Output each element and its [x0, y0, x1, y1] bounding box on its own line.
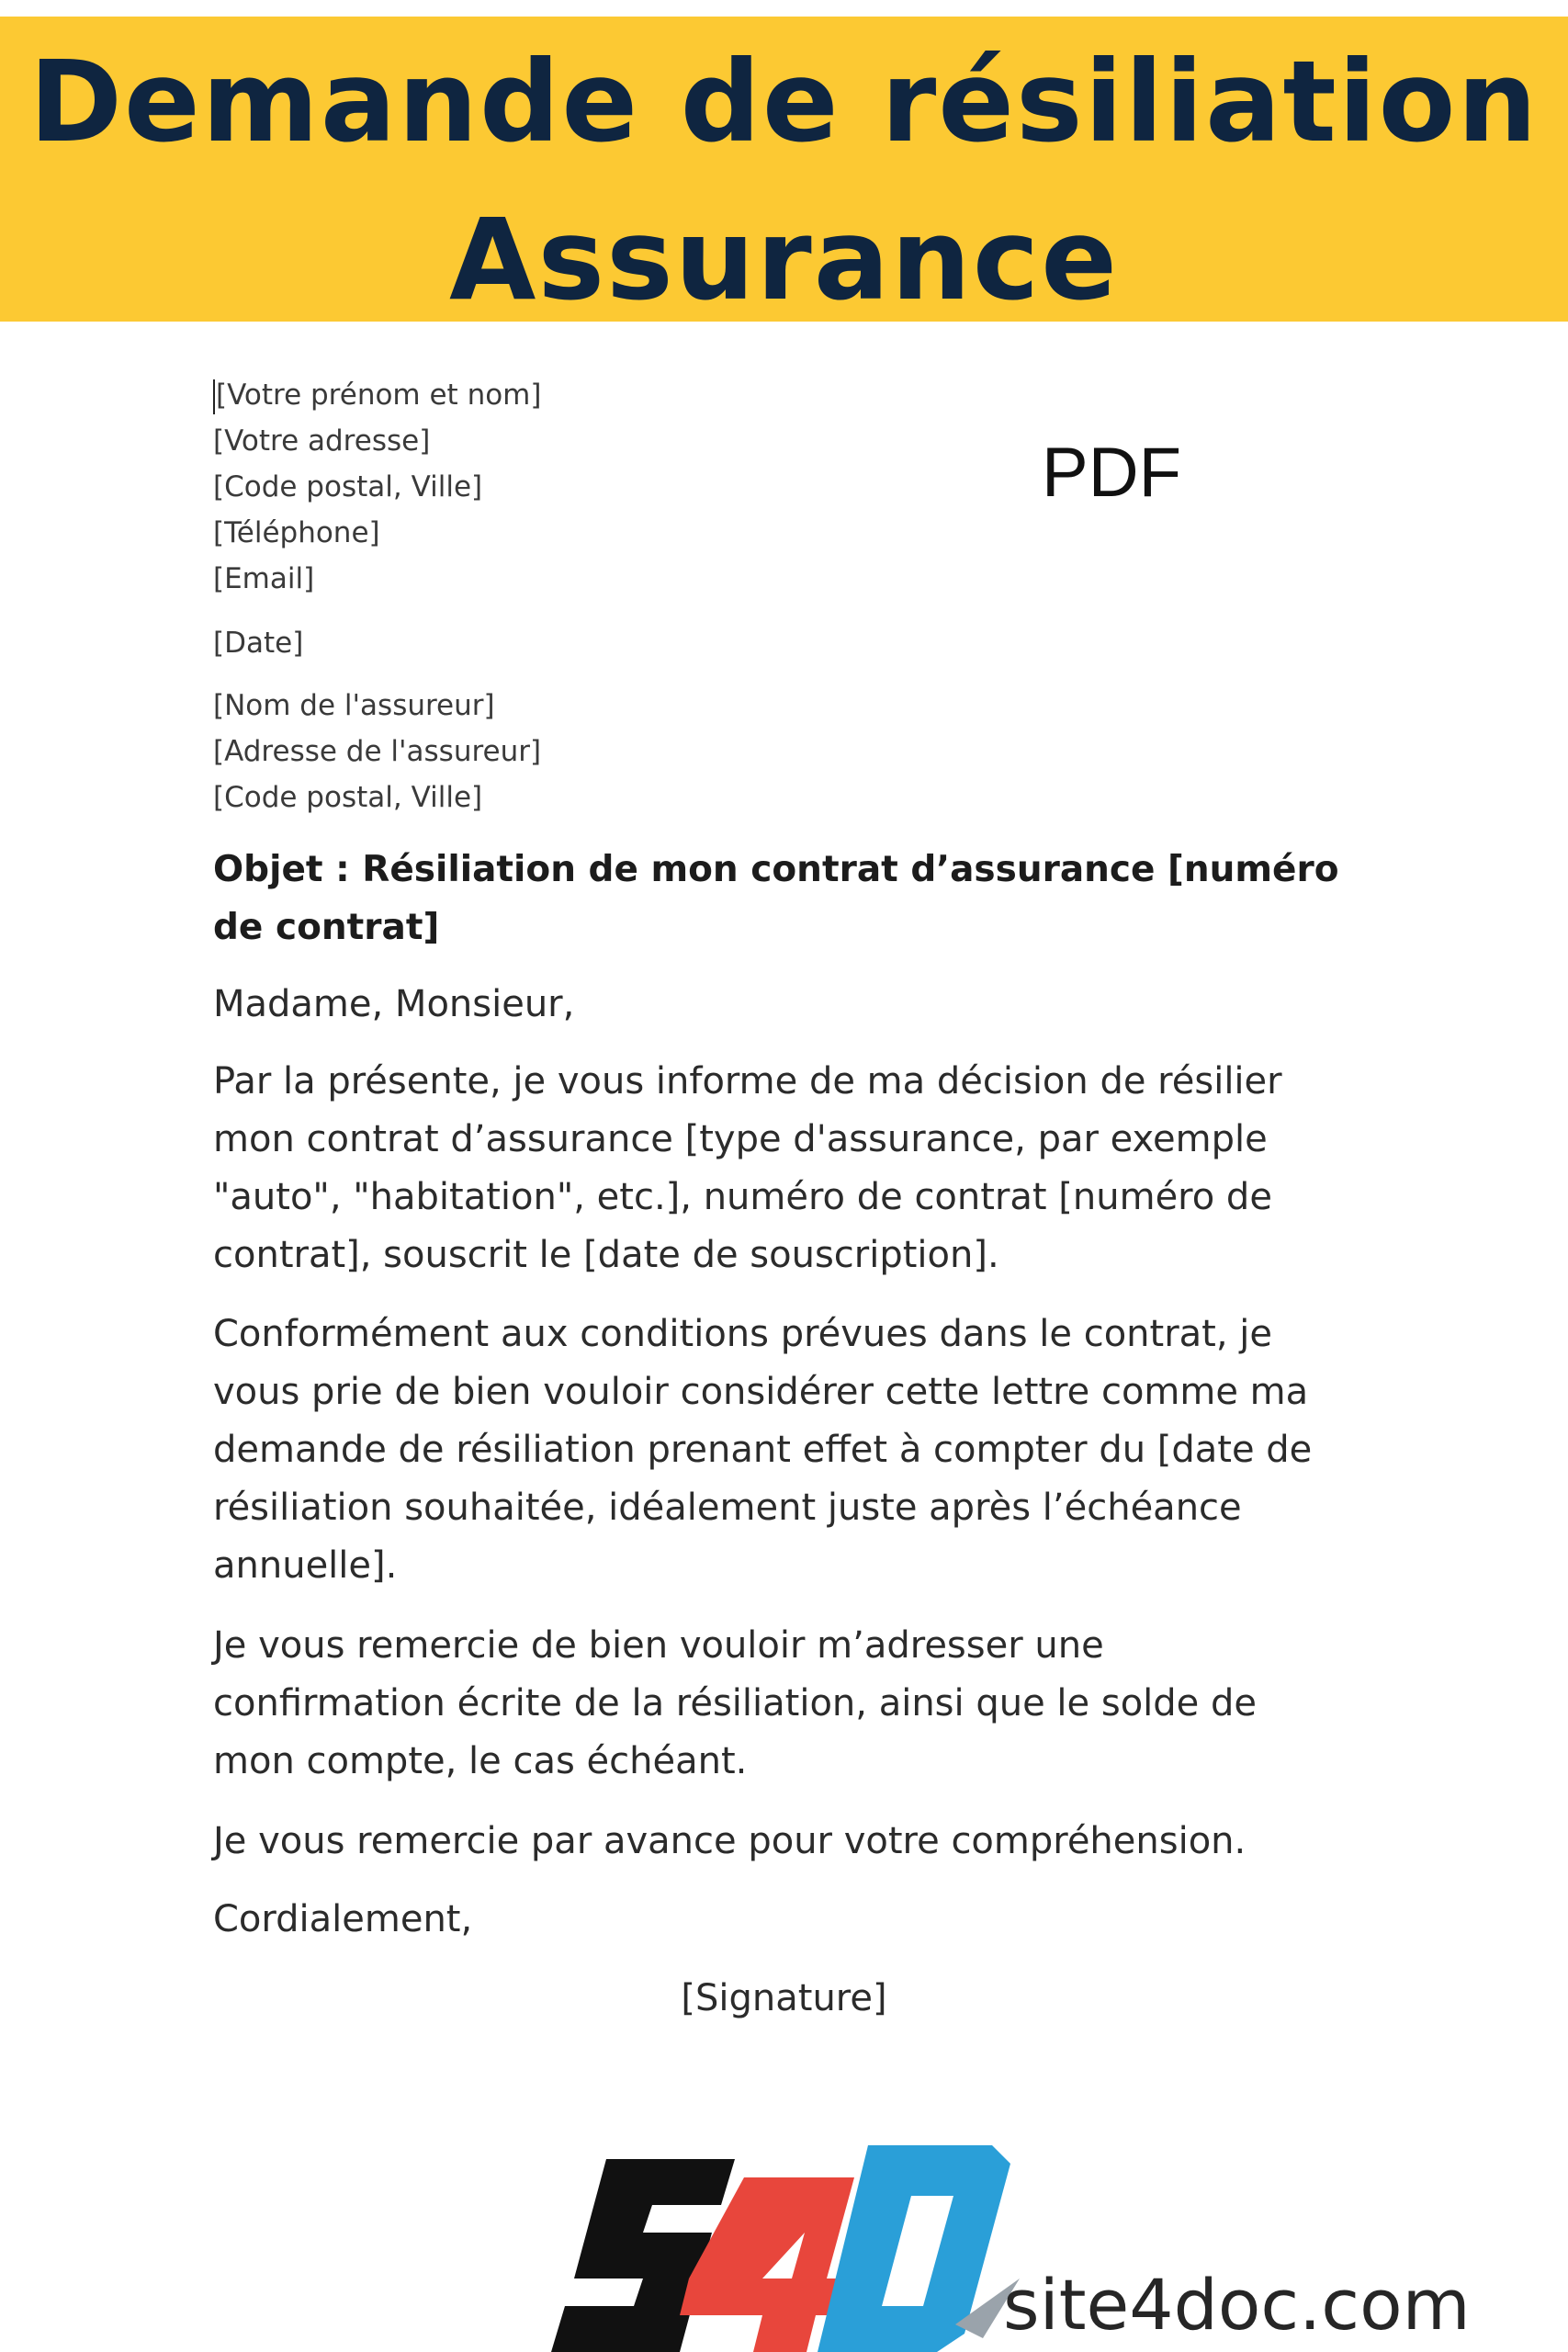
sender-address: [Votre adresse]	[213, 424, 431, 458]
letter-subject: Objet : Résiliation de mon contrat d’assurance [numéro de contrat]	[213, 849, 1339, 948]
site-logo	[551, 2141, 1568, 2352]
page-title-line-1: Demande de résiliation	[28, 37, 1540, 167]
letter-paragraph-1: Par la présente, je vous informe de ma décision de résilier mon contrat d’assurance [type d'assurance, par exemple "auto", "habitation", etc.], numéro de contrat [numéro de contrat], souscrit le [date de souscription].	[213, 1060, 1282, 1276]
logo-mark	[551, 2145, 1020, 2352]
recipient-postal-city: [Code postal, Ville]	[213, 781, 483, 814]
letter-closing: Cordialement,	[213, 1898, 473, 1940]
page-title-line-2: Assurance	[449, 195, 1119, 325]
recipient-address: [Adresse de l'assureur]	[213, 735, 542, 768]
letter-paragraph-3: Je vous remercie de bien vouloir m’adresser une confirmation écrite de la résiliation, ainsi que le solde de mon compte, le cas échéant.	[213, 1624, 1257, 1782]
recipient-block	[213, 683, 1352, 820]
letter-paragraph-2: Conformément aux conditions prévues dans le contrat, je vous prie de bien vouloir considérer cette lettre comme ma demande de résiliation prenant effet à compter du [date de résiliation souhaitée, idéalement juste après l’échéance annuelle].	[213, 1313, 1313, 1587]
pdf-label: PDF	[1042, 434, 1181, 512]
text-caret	[213, 379, 215, 414]
letter-paragraph-4: Je vous remercie par avance pour votre compréhension.	[213, 1820, 1247, 1862]
signature-placeholder: [Signature]	[681, 1977, 887, 2019]
date-line: [Date]	[213, 627, 304, 660]
title-banner	[0, 17, 1568, 325]
sender-phone: [Téléphone]	[213, 516, 380, 549]
sender-name: [Votre prénom et nom]	[213, 372, 1352, 418]
sender-email: [Email]	[213, 562, 315, 595]
site-name: site4doc.com	[1003, 2264, 1471, 2346]
recipient-name: [Nom de l'assureur]	[213, 689, 495, 722]
letter-greeting: Madame, Monsieur,	[213, 983, 575, 1025]
sender-block	[213, 372, 1352, 602]
sender-postal-city: [Code postal, Ville]	[213, 470, 483, 503]
